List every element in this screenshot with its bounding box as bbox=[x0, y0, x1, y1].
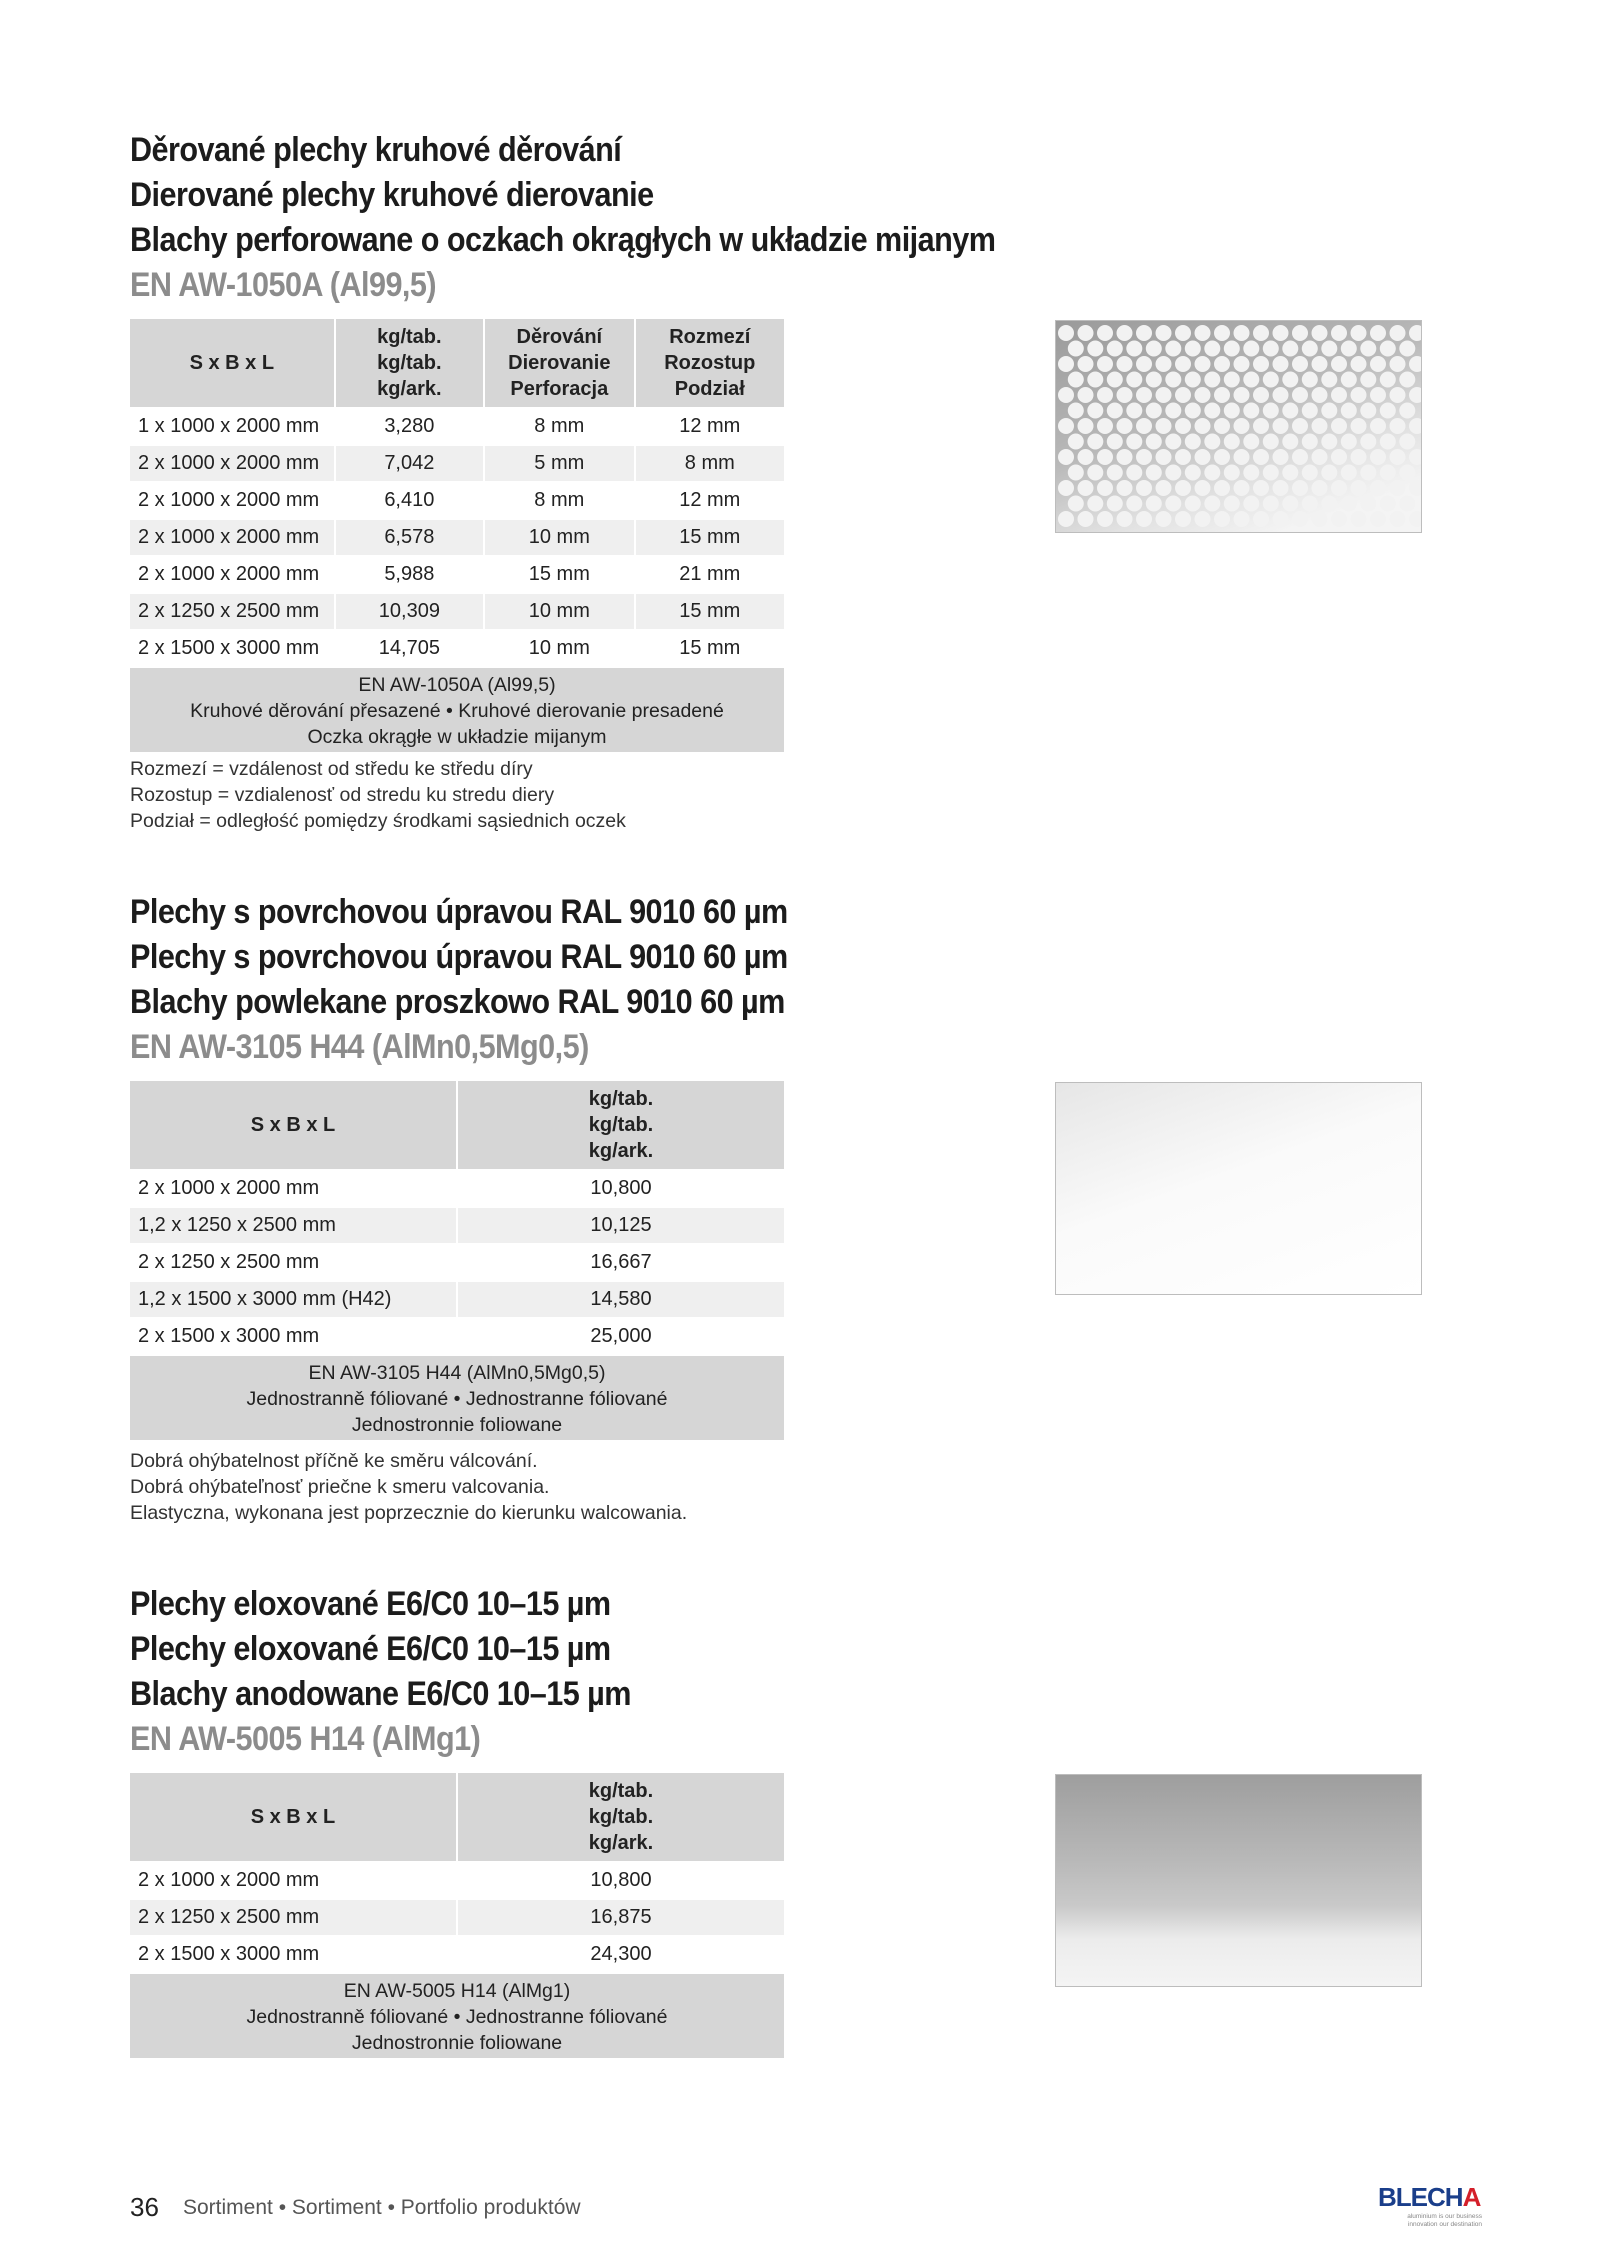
cell-value: 10 mm bbox=[484, 630, 634, 667]
blecha-logo bbox=[1378, 2182, 1482, 2226]
footer-line: Oczka okrągłe w układzie mijanym bbox=[307, 726, 607, 748]
col-header-perforation: Děrování Dierovanie Perforacja bbox=[484, 319, 634, 408]
product-table bbox=[130, 319, 784, 754]
cell-value: 10,800 bbox=[457, 1862, 784, 1899]
cell-value: 24,300 bbox=[457, 1936, 784, 1973]
section-title-pl: Blachy perforowane o oczkach okrągłych w układzie mijanym bbox=[130, 221, 996, 259]
logo-wordmark: BLECHA bbox=[1378, 2182, 1481, 2212]
footer-line: Jednostranně fóliované • Jednostranne fóliované bbox=[246, 2006, 668, 2028]
table-row bbox=[130, 630, 784, 667]
section-title-cz: Děrované plechy kruhové děrování bbox=[130, 131, 622, 169]
section-title-sk: Dierované plechy kruhové dierovanie bbox=[130, 176, 654, 214]
col-header-dimensions: S x B x L bbox=[130, 1081, 457, 1170]
table-row bbox=[130, 593, 784, 630]
cell-value: 16,667 bbox=[457, 1244, 784, 1281]
cell-value: 10 mm bbox=[484, 519, 634, 556]
cell-value: 10,309 bbox=[335, 593, 484, 630]
section-title-pl: Blachy powlekane proszkowo RAL 9010 60 µm bbox=[130, 983, 785, 1021]
col-header-dimensions: S x B x L bbox=[130, 1773, 457, 1862]
table-row bbox=[130, 408, 784, 445]
note-line: Elastyczna, wykonana jest poprzecznie do kierunku walcowania. bbox=[130, 1502, 688, 1524]
table-row bbox=[130, 445, 784, 482]
cell-dimensions: 2 x 1000 x 2000 mm bbox=[130, 445, 335, 482]
cell-value: 8 mm bbox=[484, 408, 634, 445]
cell-dimensions: 2 x 1500 x 3000 mm bbox=[130, 1936, 457, 1973]
section-title-cz: Plechy eloxované E6/C0 10–15 µm bbox=[130, 1585, 611, 1623]
cell-value: 21 mm bbox=[635, 556, 784, 593]
cell-value: 3,280 bbox=[335, 408, 484, 445]
section-title-sk: Plechy s povrchovou úpravou RAL 9010 60 µm bbox=[130, 938, 788, 976]
section-title-pl: Blachy anodowane E6/C0 10–15 µm bbox=[130, 1675, 631, 1713]
product-table bbox=[130, 1773, 784, 2060]
col-header-weight: kg/tab. kg/tab. kg/ark. bbox=[457, 1773, 784, 1862]
section-coated bbox=[130, 890, 1490, 1524]
footer-line: Jednostronnie foliowane bbox=[351, 2032, 563, 2054]
col-header-weight: kg/tab. kg/tab. kg/ark. bbox=[335, 319, 484, 408]
section-title-sk: Plechy eloxované E6/C0 10–15 µm bbox=[130, 1630, 611, 1668]
table-row bbox=[130, 1281, 784, 1318]
cell-dimensions: 2 x 1250 x 2500 mm bbox=[130, 1244, 457, 1281]
cell-dimensions: 1,2 x 1500 x 3000 mm (H42) bbox=[130, 1281, 457, 1318]
notes bbox=[130, 756, 626, 834]
table-row bbox=[130, 1207, 784, 1244]
footer-line: EN AW-3105 H44 (AlMn0,5Mg0,5) bbox=[308, 1362, 606, 1384]
cell-value: 15 mm bbox=[484, 556, 634, 593]
section-anodized bbox=[130, 1582, 1490, 2054]
table-row bbox=[130, 1170, 784, 1207]
cell-dimensions: 2 x 1250 x 2500 mm bbox=[130, 1899, 457, 1936]
table-footer bbox=[130, 667, 784, 753]
alloy-title: EN AW-1050A (Al99,5) bbox=[130, 266, 437, 304]
note-line: Podział = odległość pomiędzy środkami sąsiednich oczek bbox=[130, 810, 626, 832]
table-row bbox=[130, 1899, 784, 1936]
section-title-cz: Plechy s povrchovou úpravou RAL 9010 60 µm bbox=[130, 893, 788, 931]
cell-value: 10,125 bbox=[457, 1207, 784, 1244]
cell-value: 14,580 bbox=[457, 1281, 784, 1318]
footer-line: Kruhové děrování přesazené • Kruhové dierovanie presadené bbox=[190, 700, 724, 722]
table-row bbox=[130, 1936, 784, 1973]
table-row bbox=[130, 482, 784, 519]
table-row bbox=[130, 519, 784, 556]
cell-value: 5,988 bbox=[335, 556, 484, 593]
footer-line: EN AW-1050A (Al99,5) bbox=[358, 674, 556, 696]
cell-value: 16,875 bbox=[457, 1899, 784, 1936]
cell-value: 10,800 bbox=[457, 1170, 784, 1207]
footer-text: Sortiment • Sortiment • Portfolio produktów bbox=[183, 2196, 581, 2219]
cell-value: 10 mm bbox=[484, 593, 634, 630]
cell-dimensions: 2 x 1000 x 2000 mm bbox=[130, 519, 335, 556]
alloy-title: EN AW-3105 H44 (AlMn0,5Mg0,5) bbox=[130, 1028, 589, 1066]
table-row bbox=[130, 556, 784, 593]
table-footer bbox=[130, 1355, 784, 1441]
cell-dimensions: 2 x 1500 x 3000 mm bbox=[130, 630, 335, 667]
page-number: 36 bbox=[130, 2192, 159, 2222]
cell-dimensions: 2 x 1500 x 3000 mm bbox=[130, 1318, 457, 1355]
footer-line: EN AW-5005 H14 (AlMg1) bbox=[343, 1980, 571, 2002]
anodized-sheet-image bbox=[1055, 1774, 1422, 1987]
notes bbox=[130, 1448, 687, 1526]
table-row bbox=[130, 1862, 784, 1899]
col-header-dimensions: S x B x L bbox=[130, 319, 335, 408]
cell-dimensions: 2 x 1000 x 2000 mm bbox=[130, 1862, 457, 1899]
perforated-sheet-graphic bbox=[1056, 321, 1422, 533]
section-perforated bbox=[130, 128, 1490, 832]
note-line: Rozmezí = vzdálenost od středu ke středu díry bbox=[130, 758, 533, 780]
cell-value: 6,410 bbox=[335, 482, 484, 519]
cell-value: 15 mm bbox=[635, 593, 784, 630]
cell-value: 7,042 bbox=[335, 445, 484, 482]
col-header-pitch: Rozmezí Rozostup Podział bbox=[635, 319, 784, 408]
table-row bbox=[130, 1244, 784, 1281]
table-row bbox=[130, 1318, 784, 1355]
footer-line: Jednostronnie foliowane bbox=[351, 1414, 563, 1436]
cell-value: 12 mm bbox=[635, 482, 784, 519]
cell-value: 8 mm bbox=[635, 445, 784, 482]
cell-value: 6,578 bbox=[335, 519, 484, 556]
cell-value: 25,000 bbox=[457, 1318, 784, 1355]
alloy-title: EN AW-5005 H14 (AlMg1) bbox=[130, 1720, 481, 1758]
note-line: Dobrá ohýbateľnosť priečne k smeru valcovania. bbox=[130, 1476, 550, 1498]
logo-tagline: aluminium is our business innovation our destination bbox=[1407, 2213, 1482, 2228]
col-header-weight: kg/tab. kg/tab. kg/ark. bbox=[457, 1081, 784, 1170]
note-line: Dobrá ohýbatelnost příčně ke směru válcování. bbox=[130, 1450, 538, 1472]
cell-dimensions: 2 x 1250 x 2500 mm bbox=[130, 593, 335, 630]
cell-value: 14,705 bbox=[335, 630, 484, 667]
cell-value: 12 mm bbox=[635, 408, 784, 445]
cell-value: 15 mm bbox=[635, 519, 784, 556]
cell-dimensions: 2 x 1000 x 2000 mm bbox=[130, 482, 335, 519]
table-footer bbox=[130, 1973, 784, 2059]
footer-line: Jednostranně fóliované • Jednostranne fóliované bbox=[246, 1388, 668, 1410]
cell-dimensions: 2 x 1000 x 2000 mm bbox=[130, 1170, 457, 1207]
note-line: Rozostup = vzdialenosť od stredu ku stredu diery bbox=[130, 784, 555, 806]
cell-value: 8 mm bbox=[484, 482, 634, 519]
cell-dimensions: 1,2 x 1250 x 2500 mm bbox=[130, 1207, 457, 1244]
cell-dimensions: 1 x 1000 x 2000 mm bbox=[130, 408, 335, 445]
cell-value: 15 mm bbox=[635, 630, 784, 667]
product-table bbox=[130, 1081, 784, 1442]
cell-value: 5 mm bbox=[484, 445, 634, 482]
cell-dimensions: 2 x 1000 x 2000 mm bbox=[130, 556, 335, 593]
coated-sheet-image bbox=[1055, 1082, 1422, 1295]
perforated-sheet-image bbox=[1055, 320, 1422, 533]
